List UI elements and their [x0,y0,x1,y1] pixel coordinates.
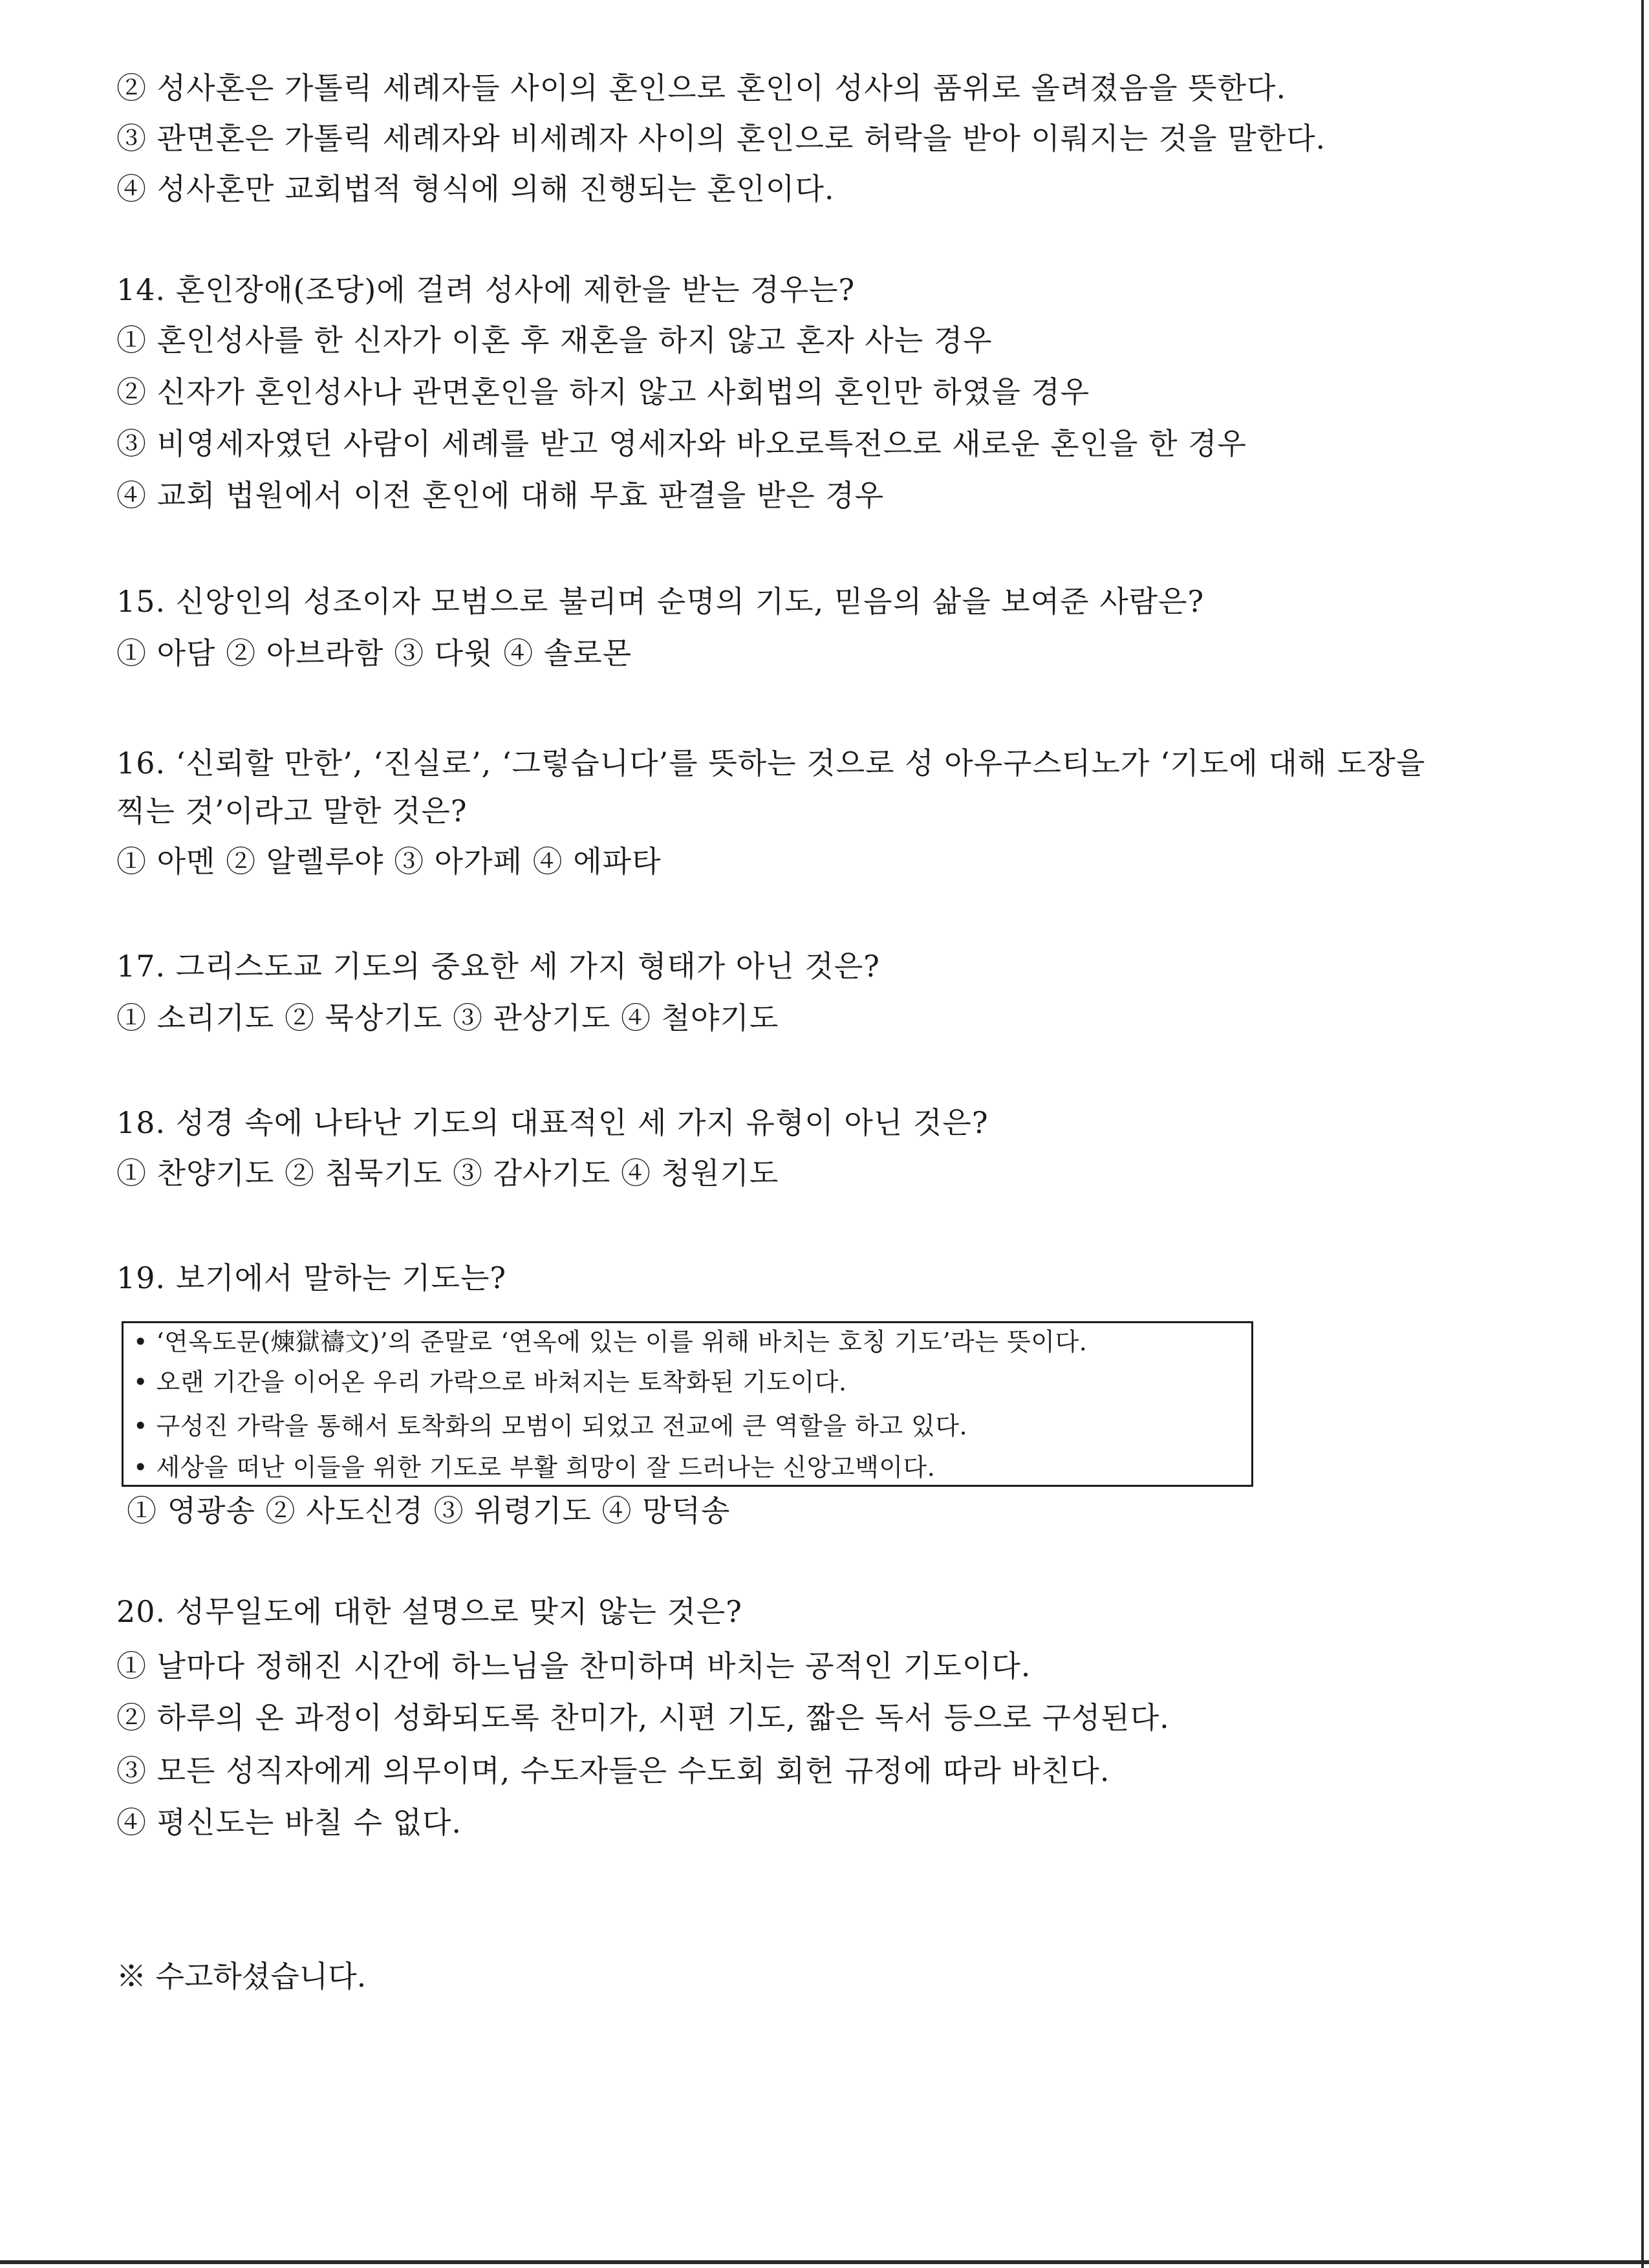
q13-option-2: ② 성사혼은 가톨릭 세례자들 사이의 혼인으로 혼인이 성사의 품위로 올려졌음을 뜻한다. [116,70,1287,105]
q13-option-4: ④ 성사혼만 교회법적 형식에 의해 진행되는 혼인이다. [116,171,835,206]
q18-options: ① 찬양기도 ② 침묵기도 ③ 감사기도 ④ 청원기도 [116,1156,779,1191]
q14-option-1: ① 혼인성사를 한 신자가 이혼 후 재혼을 하지 않고 혼자 사는 경우 [116,323,993,358]
q13-option-3: ③ 관면혼은 가톨릭 세례자와 비세례자 사이의 혼인으로 허락을 받아 이뤄지는 것을 말한다. [116,121,1326,156]
q20-option-3: ③ 모든 성직자에게 의무이며, 수도자들은 수도회 회헌 규정에 따라 바친다. [116,1753,1110,1788]
q19-box-item-3: • 구성진 가락을 통해서 토착화의 모범이 되었고 전교에 큰 역할을 하고 있다. [133,1412,968,1440]
q15-question: 15. 신앙인의 성조이자 모범으로 불리며 순명의 기도, 믿음의 삶을 보여준 사람은? [116,584,1205,619]
q19-box-item-1: • ‘연옥도문(煉獄禱文)’의 준말로 ‘연옥에 있는 이를 위해 바치는 호칭 기도’라는 뜻이다. [133,1328,1088,1356]
q17-options: ① 소리기도 ② 묵상기도 ③ 관상기도 ④ 철야기도 [116,1000,779,1035]
q19-options: ① 영광송 ② 사도신경 ③ 위령기도 ④ 망덕송 [127,1493,731,1528]
q16-options: ① 아멘 ② 알렐루야 ③ 아가페 ④ 에파타 [116,844,662,879]
scan-bottom-border [0,2260,1649,2264]
q14-question: 14. 혼인장애(조당)에 걸려 성사에 제한을 받는 경우는? [116,272,856,307]
q20-option-4: ④ 평신도는 바칠 수 없다. [116,1805,462,1840]
q19-box-item-4: • 세상을 떠난 이들을 위한 기도로 부활 희망이 잘 드러나는 신앙고백이다. [133,1453,936,1482]
q18-question: 18. 성경 속에 나타난 기도의 대표적인 세 가지 유형이 아닌 것은? [116,1105,989,1140]
q15-options: ① 아담 ② 아브라함 ③ 다윗 ④ 솔로몬 [116,636,632,671]
q19-question: 19. 보기에서 말하는 기도는? [116,1260,507,1295]
q16-question-line2: 찍는 것’이라고 말한 것은? [116,794,468,828]
q20-option-1: ① 날마다 정해진 시간에 하느님을 찬미하며 바치는 공적인 기도이다. [116,1648,1031,1683]
q14-option-4: ④ 교회 법원에서 이전 혼인에 대해 무효 판결을 받은 경우 [116,478,885,513]
closing-note: ※ 수고하셨습니다. [116,1959,367,1994]
q19-box-item-2: • 오랜 기간을 이어온 우리 가락으로 바쳐지는 토착화된 기도이다. [133,1368,847,1396]
q14-option-2: ② 신자가 혼인성사나 관면혼인을 하지 않고 사회법의 혼인만 하였을 경우 [116,374,1090,409]
q14-option-3: ③ 비영세자였던 사람이 세례를 받고 영세자와 바오로특전으로 새로운 혼인을 한 경우 [116,426,1247,461]
q16-question-line1: 16. ‘신뢰할 만한’, ‘진실로’, ‘그렇습니다’를 뜻하는 것으로 성 아우구스티노가 ‘기도에 대해 도장을 [116,746,1426,781]
q17-question: 17. 그리스도교 기도의 중요한 세 가지 형태가 아닌 것은? [116,949,880,984]
q20-option-2: ② 하루의 온 과정이 성화되도록 찬미가, 시편 기도, 짧은 독서 등으로 구성된다. [116,1700,1170,1735]
q20-question: 20. 성무일도에 대한 설명으로 맞지 않는 것은? [116,1594,742,1629]
scan-right-border [1641,0,1644,2268]
